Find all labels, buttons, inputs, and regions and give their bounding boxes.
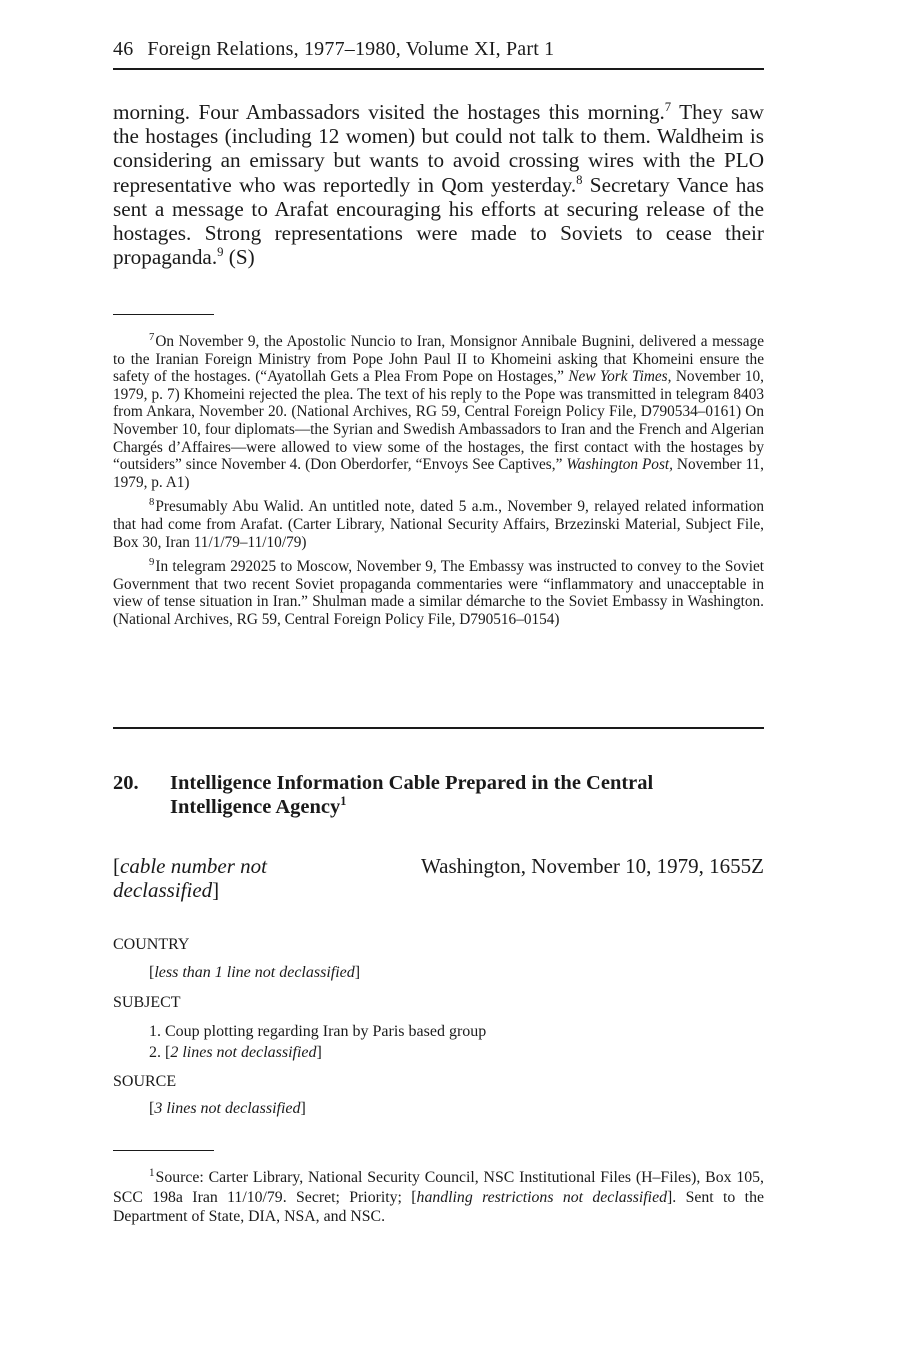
footnote-ref-9[interactable]: 9	[217, 245, 224, 260]
body-paragraph	[113, 100, 764, 269]
footnote-ref-1[interactable]: 1	[340, 794, 347, 809]
running-head	[113, 38, 764, 61]
footnote-separator	[113, 1150, 214, 1151]
document-separator-rule	[113, 727, 764, 729]
body-text-4: (S)	[223, 245, 255, 270]
running-head-title: Foreign Relations, 1977–1980, Volume XI, Part 1	[147, 38, 555, 60]
source-label: SOURCE	[113, 1073, 177, 1090]
body-text-1: morning. Four Ambassadors visited the hostages this morning.	[113, 100, 665, 124]
footnote-ref-7[interactable]: 7	[664, 99, 672, 114]
footnote-7: $^7$On November 9, the Apostolic Nuncio to Iran, Monsignor Annibale Bugnini, delivered a message to the Iranian Foreign Ministry from Pope John Paul II to Khomeini asking that Khomeini ensure the safety of the hostages. (“Ayatollah Gets a Plea From Pope on Hostages,” New York Times, November 10, 1979, p. 7) Khomeini rejected the plea. The text of his reply to the Pope was transmitted in telegram 8403 from Ankara, November 20. (National Archives, RG 59, Central Foreign Policy File, D790534–0161) On November 10, four diplomats—the Syrian and Swedish Ambassadors to Iran and the French and Algerian Chargés d’Affaires—were allowed to view some of the hostages, the first contact with the hostages by “outsiders” since November 4. (Don Oberdorfer, “Envoys See Captives,” Washington Post, November 11, 1979, p. A1)	[113, 330, 765, 491]
document-title: Intelligence Information Cable Prepared in the Central Intelligence Agency$^1$	[170, 772, 654, 818]
body-text-3: Secretary Vance has sent a message to Arafat encouraging his efforts at securing release of the hostages. Strong representations were made to Soviets to cease their propaganda.	[113, 172, 765, 270]
footnotes-top	[113, 330, 765, 636]
header-rule	[113, 68, 764, 70]
page-number: 46	[113, 38, 134, 60]
footnote-separator	[113, 314, 214, 315]
footnote-9: $^9$In telegram 292025 to Moscow, November 9, The Embassy was instructed to convey to the Soviet Government that two recent Soviet propaganda commentaries were “inflammatory and unacceptable in view of tense situation in Iran.” Shulman made a similar démarche to the Soviet Embassy in Washington. (National Archives, RG 59, Central Foreign Policy File, D790516–0154)	[113, 556, 764, 628]
document-number: 20.	[113, 772, 139, 794]
footnote-8: $^8$Presumably Abu Walid. An untitled note, dated 5 a.m., November 9, relayed related information that had come from Arafat. (Carter Library, National Security Affairs, Brzezinski Material, Subject File, Box 30, Iran 11/1/79–11/10/79)	[113, 496, 764, 551]
subject-item: 2. [2 lines not declassified]	[149, 1044, 322, 1061]
body-text-2: They saw the hostages (including 12 women) but could not talk to them. Waldheim is considering an emissary but wants to avoid crossing wires with the PLO representative who was reportedly in Qom yesterday.	[113, 100, 764, 197]
cable-number: [cable number not declassified]	[113, 854, 267, 902]
country-value: [less than 1 line not declassified]	[149, 964, 361, 981]
subject-label: SUBJECT	[113, 994, 181, 1011]
country-label: COUNTRY	[113, 936, 190, 953]
source-value: [3 lines not declassified]	[149, 1100, 306, 1117]
footnotes-bottom	[113, 1168, 764, 1234]
date-place: Washington, November 10, 1979, 1655Z	[420, 854, 764, 878]
subject-item: 1. Coup plotting regarding Iran by Paris based group	[149, 1023, 487, 1040]
footnote-1: $^1$Source: Carter Library, National Security Council, NSC Institutional Files (H–Files), Box 105, SCC 198a Iran 11/10/79. Secret; Priority; [handling restrictions not declassified]. Sent to the Department of State, DIA, NSA, and NSC.	[113, 1166, 764, 1225]
footnote-ref-8[interactable]: 8	[576, 172, 583, 187]
subject-list	[149, 1021, 486, 1063]
